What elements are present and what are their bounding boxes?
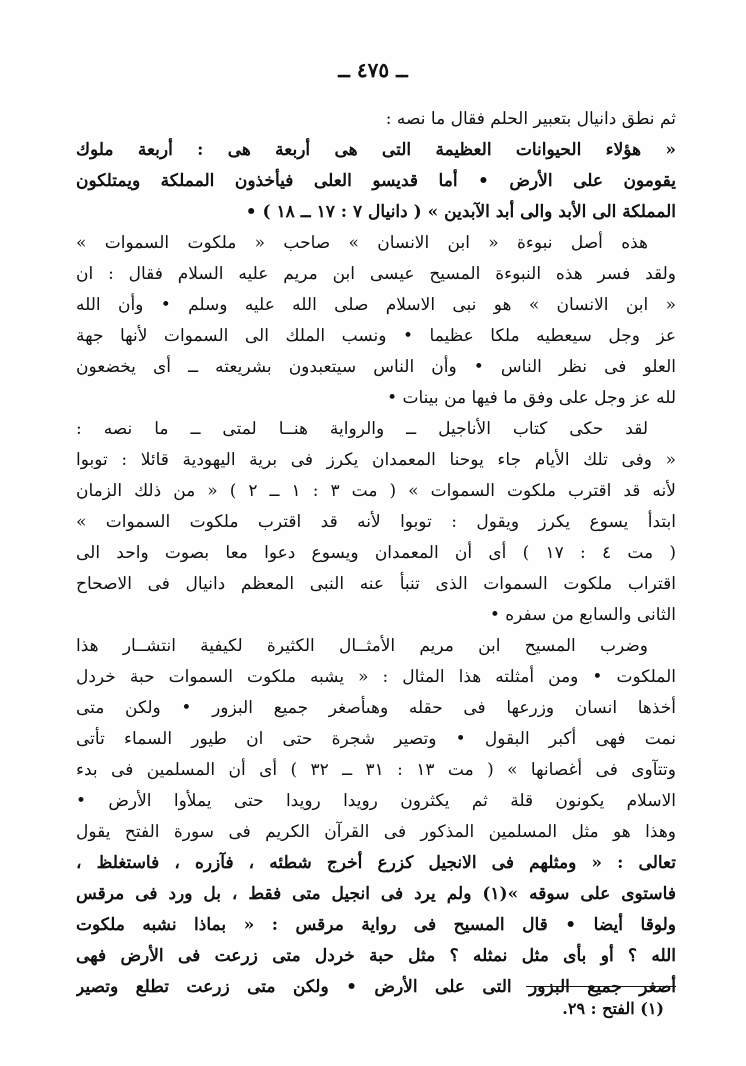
body-text — [76, 104, 676, 1003]
text-line: هذه أصل نبوءة « ابن الانسان » صاحب « ملكوت السموات » — [76, 233, 648, 253]
text-line: الاسلام يكونون قلة ثم يكثرون رويدا رويدا حتى يملأوا الأرض • — [76, 791, 676, 811]
text-line: الثانى والسابع من سفره • — [489, 605, 676, 625]
text-line: « وفى تلك الأيام جاء يوحنا المعمدان يكرز فى برية اليهودية قائلا : توبوا — [76, 450, 676, 470]
text-line: ولقد فسر هذه النبوءة المسيح عيسى ابن مريم عليه السلام فقال : ان — [76, 264, 676, 284]
text-line: أصغر جميع البزور التى على الأرض • ولكن متى زرعت تطلع وتصير — [76, 977, 676, 997]
text-line: اقتراب ملكوت السموات الذى تنبأ عنه النبى المعظم دانيال فى الاصحاح — [76, 574, 676, 594]
text-line: أخذها انسان وزرعها فى حقله وهىأصغر جميع البزور • ولكن متى — [76, 698, 676, 718]
page-number: ــ ٤٧٥ ــ — [338, 58, 408, 82]
text-line: الله ؟ أو بأى مثل نمثله ؟ مثل حبة خردل متى زرعت فى الأرض فهى — [76, 946, 676, 966]
text-line: يقومون على الأرض • أما قديسو العلى فيأخذون المملكة ويمتلكون — [76, 171, 676, 191]
text-line: لله عز وجل على وفق ما فيها من بينات • — [387, 388, 676, 408]
text-line: فاستوى على سوقه »(١) ولم يرد فى انجيل متى فقط ، بل ورد فى مرقس — [76, 884, 676, 904]
text-line: ابتدأ يسوع يكرز ويقول : توبوا لأنه قد اقترب ملكوت السموات » — [76, 512, 676, 532]
text-line: ( مت ٤ : ١٧ ) أى أن المعمدان ويسوع دعوا معا بصوت واحد الى — [76, 543, 676, 563]
text-line: « ابن الانسان » هو نبى الاسلام صلى الله عليه وسلم • وأن الله — [76, 295, 676, 315]
text-line: الملكوت • ومن أمثلته هذا المثال : « يشبه ملكوت السموات حبة خردل — [76, 667, 676, 687]
text-line: ولوقا أيضا • قال المسيح فى رواية مرقس : « بماذا نشبه ملكوت — [76, 915, 676, 935]
text-line: وتتآوى فى أغصانها » ( مت ١٣ : ٣١ ــ ٣٢ ) أى أن المسلمين فى بدء — [76, 760, 676, 780]
text-line: لأنه قد اقترب ملكوت السموات » ( مت ٣ : ١ ــ ٢ ) « من ذلك الزمان — [76, 481, 676, 501]
text-line: نمت فهى أكبر البقول • وتصير شجرة حتى ان طيور السماء تأتى — [76, 729, 676, 749]
text-line: ثم نطق دانيال بتعبير الحلم فقال ما نصه : — [385, 109, 676, 129]
footnote-divider — [526, 986, 676, 987]
text-line: لقد حكى كتاب الأناجيل ــ والرواية هنــا لمتى ــ ما نصه : — [76, 419, 648, 439]
footnote: (١) الفتح : ٢٩. — [562, 999, 664, 1018]
text-line: وضرب المسيح ابن مريم الأمثــال الكثيرة لكيفية انتشــار هذا — [76, 636, 648, 656]
text-line: وهذا هو مثل المسلمين المذكور فى القرآن الكريم فى سورة الفتح يقول — [76, 822, 676, 842]
text-line: المملكة الى الأبد والى أبد الآبدين » ( دانيال ٧ : ١٧ ــ ١٨ ) • — [245, 202, 676, 222]
text-line: تعالى : « ومثلهم فى الانجيل كزرع أخرج شطئه ، فآزره ، فاستغلظ ، — [76, 853, 676, 873]
text-line: عز وجل سيعطيه ملكا عظيما • ونسب الملك الى السموات لأنها جهة — [76, 326, 676, 346]
text-line: « هؤلاء الحيوانات العظيمة التى هى أربعة هى : أربعة ملوك — [76, 140, 676, 160]
text-line: العلو فى نظر الناس • وأن الناس سيتعبدون بشريعته ــ أى يخضعون — [76, 357, 676, 377]
